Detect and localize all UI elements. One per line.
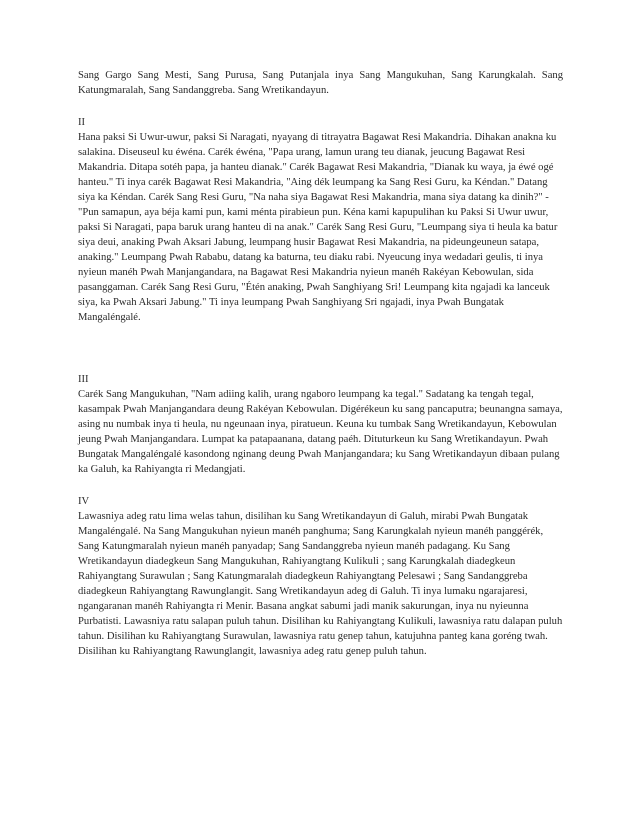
document-page xyxy=(78,68,563,659)
section-heading-2: II xyxy=(78,117,86,128)
section-spacer xyxy=(78,477,563,494)
section-spacer xyxy=(78,325,563,372)
section-3-paragraph: Carék Sang Mangukuhan, "Nam adiing kalih, urang ngaboro leumpang ka tegal." Sadatang ka tengah tegal, kasampak Pwah Manjangandara deung Rakéyan Kebowulan. Digérékeun ku sang pancaputra; beunangna samaya, asing nu numbak inya ti heula, nu ngeunaan inya, piratueun. Keuna ku tumbak Sang Wretikandayun, Kebowulan jeung Pwah Manjangandara. Lumpat ka patapaanana, datang paéh. Dituturkeun ku Sang Wretikandayun. Pwah Bungatak Mangaléngalé kasondong nginang deung Pwah Manjangandara; ku Sang Wretikandayun dibaan pulang ka Galuh, ka Rahiyangta ri Medangjati. xyxy=(78,389,563,475)
section-2-paragraph: Hana paksi Si Uwur-uwur, paksi Si Naragati, nyayang di titrayatra Bagawat Resi Makandria. Dihakan anakna ku salakina. Diseuseul ku éwéna. Carék éwéna, "Papa urang, lamun urang teu dianak, jeucung Bagawat Resi Makandria. Ditapa sotéh papa, ja hanteu dianak." Carék Bagawat Resi Makandria, "Dianak ku waya, ja éwé ogé hanteu." Ti inya carék Bagawat Resi Makandria, "Aing dék leumpang ka Sang Resi Guru, ka Kéndan." Datang siya ka Kéndan. Carék Sang Resi Guru, "Na naha siya Bagawat Resi Makandria, mana siya datang ka dinih?" - "Pun samapun, aya béja kami pun, kami ménta pirabieun pun. Kéna kami kapupulihan ku Paksi Si Uwur uwur, paksi Si Naragati, papa baruk urang hanteu di na anak." Carék Sang Resi Guru, "Leumpang siya ti heula ka batur siya deui, anaking Pwah Aksari Jabung, leumpang husir Bagawat Resi Makandria, na pideungeuneun satapa, anaking." Leumpang Pwah Rababu, datang ka baturna, teu diaku rabi. Nyeucung inya wedadari geulis, ti inya nyieun manéh Pwah Manjangandara, na Bagawat Resi Makandria nyieun manéh Rakéyan Kebowulan, sida pasanggaman. Carék Sang Resi Guru, "Étén anaking, Pwah Sanghiyang Sri! Leumpang kita ngajadi ka lanceuk siya, ka Pwah Aksari Jabung." Ti inya leumpang Pwah Sanghiyang Sri ngajadi, inya Pwah Bungatak Mangaléngalé. xyxy=(78,132,558,323)
section-spacer xyxy=(78,98,563,115)
section-heading-4: IV xyxy=(78,496,90,507)
section-heading-3: III xyxy=(78,374,89,385)
intro-paragraph: Sang Gargo Sang Mesti, Sang Purusa, Sang Putanjala inya Sang Mangukuhan, Sang Karungkalah. Sang Katungmaralah, Sang Sandanggreba. Sang Wretikandayun. xyxy=(78,70,563,96)
section-4-paragraph: Lawasniya adeg ratu lima welas tahun, disilihan ku Sang Wretikandayun di Galuh, mirabi Pwah Bungatak Mangaléngalé. Na Sang Mangukuhan nyieun manéh panghuma; Sang Karungkalah nyieun manéh panggérék, Sang Katungmaralah nyieun manéh panyadap; Sang Sandanggreba nyieun manéh padagang. Ku Sang Wretikandayun diadegkeun Sang Mangukuhan, Rahiyangtang Kulikuli ; sang Karungkalah diadegkeun Rahiyangtang Surawulan ; Sang Katungmaralah diadegkeun Rahiyangtang Pelesawi ; Sang Sandanggreba diadegkeun Rahiyangtang Rawunglangit. Sang Wretikandayun adeg di Galuh. Ti inya lumaku ngarajaresi, ngangaranan manéh Rahiyangta ri Menir. Basana angkat sabumi jadi manik sakurungan, inya nu nyieunna Purbatisti. Lawasniya ratu salapan puluh tahun. Disilihan ku Rahiyangtang Kulikuli, lawasniya ratu dalapan puluh tahun. Disilihan ku Rahiyangtang Surawulan, lawasniya ratu genep tahun, katujuhna panteg kana goréng twah. Disilihan ku Rahiyangtang Rawunglangit, lawasniya adeg ratu genep puluh tahun. xyxy=(78,511,563,657)
